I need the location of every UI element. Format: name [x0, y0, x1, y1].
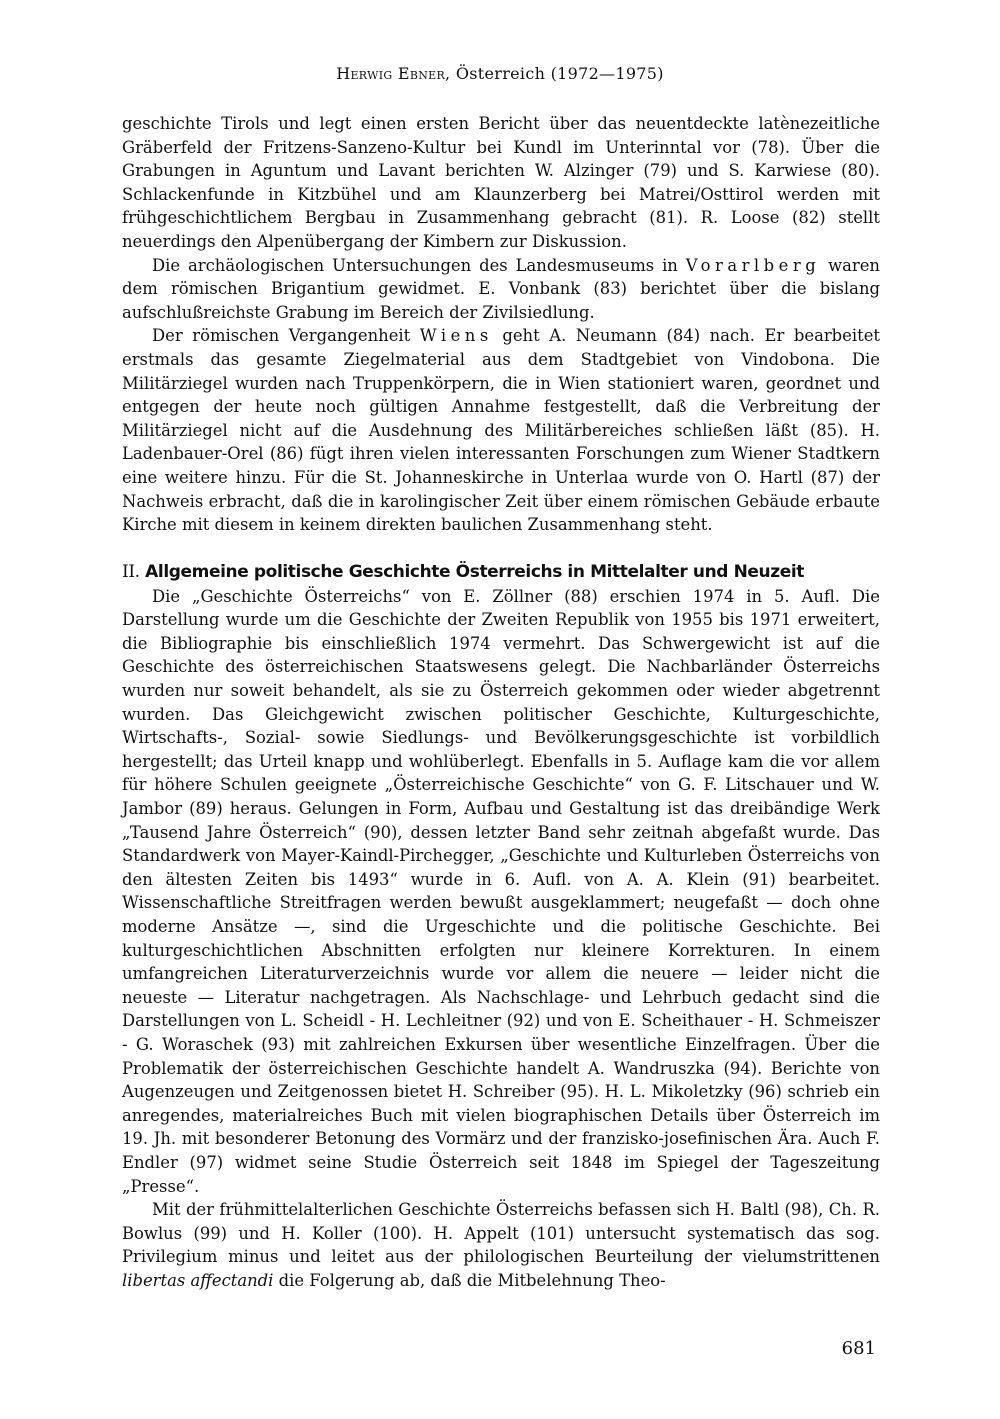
- spaced-place-name: Wiens: [419, 326, 493, 346]
- section-title: Allgemeine politische Geschichte Österreichs in Mittelalter und Neuzeit: [145, 561, 805, 582]
- spaced-place-name: Vorarlberg: [685, 255, 821, 275]
- paragraph-2-text-b: waren dem römischen Brigantium gewidmet. E. Vonbank (83) berichtet über die bislang aufschlußreichste Grabung im Bereich der Zivilsiedlung.: [122, 255, 880, 322]
- header-title: Österreich (1972—1975): [455, 64, 664, 83]
- page-number: 681: [841, 1338, 876, 1359]
- paragraph-5: [122, 1198, 880, 1292]
- section-heading: [122, 559, 880, 585]
- paragraph-2: [122, 254, 880, 325]
- header-author-first: Herwig: [336, 64, 393, 83]
- paragraph-3-text-b: geht A. Neumann (84) nach. Er bearbeitet erstmals das gesamte Ziegelmaterial aus dem Stadtgebiet von Vindobona. Die Militärziegel wurden nach Truppenkörpern, die in Wien stationiert waren, geordnet und entgegen der heute noch gültigen Annahme festgestellt, daß die Verbreitung der Militärziegel nicht auf die Ausdehnung des Militärbereiches schließen läßt (85). H. Ladenbauer-Orel (86) fügt ihren vielen interessanten Forschungen zum Wiener Stadtkern eine weitere hinzu. Für die St. Johanneskirche in Unterlaa wurde von O. Hartl (87) der Nachweis erbracht, daß die in karolingischer Zeit über einem römischen Gebäude erbaute Kirche mit diesem in keinem direkten baulichen Zusammenhang steht.: [122, 326, 880, 535]
- paragraph-4: Die „Geschichte Österreichs“ von E. Zöllner (88) erschien 1974 in 5. Aufl. Die Darstellung wurde um die Geschichte der Zweiten Republik von 1955 bis 1971 erweitert, die Bibliographie bis einschließlich 1974 vermehrt. Das Schwergewicht ist auf die Geschichte des österreichischen Staatswesens gelegt. Die Nachbarländer Österreichs wurden nur soweit behandelt, als sie zu Österreich gekommen oder wieder abgetrennt wurden. Das Gleichgewicht zwischen politischer Geschichte, Kulturgeschichte, Wirtschafts-, Sozial- sowie Siedlungs- und Bevölkerungsgeschichte ist vorbildlich hergestellt; das Urteil knapp und wohlüberlegt. Ebenfalls in 5. Auflage kam die vor allem für höhere Schulen geeignete „Österreichische Geschichte“ von G. F. Litschauer und W. Jambor (89) heraus. Gelungen in Form, Aufbau und Gestaltung ist das dreibändige Werk „Tausend Jahre Österreich“ (90), dessen letzter Band sehr zeitnah abgefaßt wurde. Das Standardwerk von Mayer-Kaindl-Pirchegger, „Geschichte und Kulturleben Österreichs von den ältesten Zeiten bis 1493“ wurde in 6. Aufl. von A. A. Klein (91) bearbeitet. Wissenschaftliche Streitfragen werden bewußt ausgeklammert; neugefaßt — doch ohne moderne Ansätze —, sind die Urgeschichte und die politische Geschichte. Bei kulturgeschichtlichen Abschnitten erfolgten nur kleinere Korrekturen. In einem umfangreichen Literaturverzeichnis wurde vor allem die neuere — leider nicht die neueste — Literatur nachgetragen. Als Nachschlage- und Lehrbuch gedacht sind die Darstellungen von L. Scheidl - H. Lechleitner (92) und von E. Scheithauer - H. Schmeiszer - G. Woraschek (93) mit zahlreichen Exkursen über wesentliche Einzelfragen. Über die Problematik der österreichischen Geschichte handelt A. Wandruszka (94). Berichte von Augenzeugen und Zeitgenossen bietet H. Schreiber (95). H. L. Mikoletzky (96) schrieb ein anregendes, materialreiches Buch mit vielen biographischen Details über Österreich im 19. Jh. mit besonderer Betonung des Vormärz und der franzisko-josefinischen Ära. Auch F. Endler (97) widmet seine Studie Österreich seit 1848 im Spiegel der Tageszeitung „Presse“.: [122, 586, 880, 1196]
- paragraph-3-text-a: Der römischen Vergangenheit: [152, 326, 420, 346]
- section-number: II.: [122, 561, 140, 582]
- paragraph-1: geschichte Tirols und legt einen ersten Bericht über das neuentdeckte latènezeitliche Gräberfeld der Fritzens-Sanzeno-Kultur bei Kundl im Unterinntal vor (78). Über die Grabungen in Aguntum und Lavant berichten W. Alzinger (79) und S. Karwiese (80). Schlackenfunde in Kitzbühel und am Klaunzerberg bei Matrei/Osttirol werden mit frühgeschichtlichem Bergbau in Zusammenhang gebracht (81). R. Loose (82) stellt neuerdings den Alpenübergang der Kimbern zur Diskussion.: [122, 114, 880, 251]
- body-text: [122, 112, 880, 1293]
- paragraph-5-text-b: die Folgerung ab, daß die Mitbelehnung Theo-: [273, 1270, 666, 1290]
- paragraph-2-text-a: Die archäologischen Untersuchungen des Landesmuseums in: [152, 255, 686, 275]
- paragraph-5-text-a: Mit der frühmittelalterlichen Geschichte Österreichs befassen sich H. Baltl (98), Ch. R. Bowlus (99) und H. Koller (100). H. Appelt (101) untersucht systematisch das sog. Privilegium minus und leitet aus der philologischen Beurteilung der vielumstrittenen: [122, 1200, 880, 1267]
- paragraph-3: [122, 324, 880, 536]
- header-author-last: Ebner: [397, 64, 446, 83]
- italic-term: libertas affectandi: [122, 1270, 274, 1290]
- running-header: Herwig Ebner, Österreich (1972—1975): [336, 64, 664, 83]
